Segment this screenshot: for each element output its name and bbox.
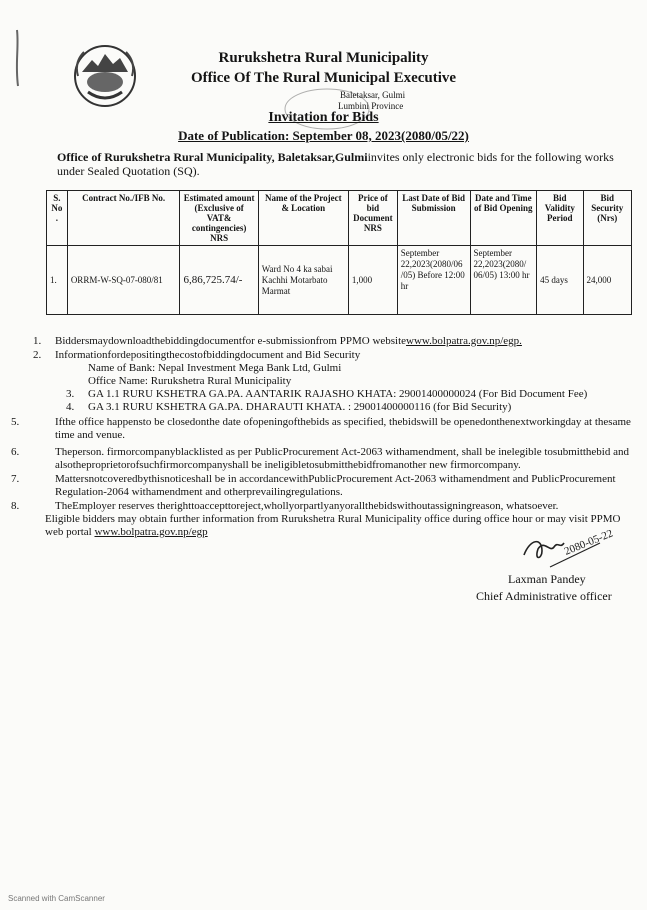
note-6 — [11, 446, 635, 472]
note-text: Informationfordepositingthecostofbiddingdocument and Bid Security — [55, 349, 361, 361]
note-number: 3. — [66, 388, 75, 400]
header-last-date: Last Date of Bid Submission — [397, 191, 470, 246]
note-7 — [11, 473, 635, 499]
bid-table — [46, 190, 632, 315]
note-number: 1. — [33, 335, 42, 347]
cell-opening-date: September 22,2023(2080/ 06/05) 13:00 hr — [470, 246, 537, 315]
closing-text: Eligible bidders may obtain further information from Rurukshetra Rural Municipality office during office hour or may visit PPMO web portal — [45, 513, 621, 538]
address-line-2: Lumbini Province — [338, 101, 404, 111]
office-name: Office Name: Rurukshetra Rural Municipality — [88, 375, 292, 387]
cell-contract-no: ORRM-W-SQ-07-080/81 — [67, 246, 180, 315]
note-text: GA 3.1 RURU KSHETRA GA.PA. DHARAUTI KHATA. : 29001400000116 (for Bid Security) — [88, 401, 512, 413]
intro-text: invites only electronic bids for the following works under Sealed Quotation (SQ). — [57, 150, 614, 178]
note-5 — [11, 416, 635, 442]
note-1 — [33, 335, 633, 348]
header-estimated-amount: Estimated amount (Exclusive of VAT& contingencies) NRS — [180, 191, 258, 246]
intro-paragraph — [57, 150, 627, 178]
header-bid-security: Bid Security (Nrs) — [583, 191, 631, 246]
note-text: GA 1.1 RURU KSHETRA GA.PA. AANTARIK RAJASHO KHATA: 29001400000024 (For Bid Document Fee) — [88, 388, 588, 400]
header-opening-date: Date and Time of Bid Opening — [470, 191, 537, 246]
scanner-footer: Scanned with CamScanner — [8, 894, 105, 903]
address-line-1: Baletaksar, Gulmi — [340, 90, 406, 100]
intro-office-name: Office of Rurukshetra Rural Municipality, Baletaksar,Gulmi — [57, 150, 368, 164]
header-project-name: Name of the Project & Location — [258, 191, 348, 246]
note-text: Theperson. firmorcompanyblacklisted as per PublicProcurement Act-2063 withamendment, shall be inelegible tosubmitthebid and alsotheproprietorofsuchfirmorcompanyshall be ineligibletosubmitthebidfromanother new firmorcompany. — [55, 446, 629, 471]
note-text: TheEmployer reserves therighttoaccepttoreject,whollyorpartlyanyorallthebidswithoutassigningreason, whatsoever. — [55, 500, 559, 512]
notice-title: Invitation for Bids — [268, 110, 379, 125]
note-3 — [66, 388, 636, 401]
office-title: Office Of The Rural Municipal Executive — [190, 70, 457, 86]
ppmo-link[interactable]: www.bolpatra.gov.np/egp. — [406, 335, 522, 347]
signature-date: 2080-05-22 — [562, 527, 615, 558]
note-number: 5. — [11, 416, 20, 428]
ppmo-web-portal-link[interactable]: www.bolpatra.gov.np/egp — [94, 526, 208, 538]
table-header-row — [47, 191, 632, 246]
cell-bid-doc-price: 1,000 — [348, 246, 397, 315]
cell-last-date: September 22,2023(2080/06 /05) Before 12:00 hr — [397, 246, 470, 315]
note-number: 2. — [33, 349, 42, 361]
cell-validity: 45 days — [537, 246, 583, 315]
note-number: 7. — [11, 473, 20, 485]
note-text: Biddersmaydownloadthebiddingdocumentfor e-submissionfrom PPMO website — [55, 335, 407, 347]
header-bid-doc-price: Price of bid Document NRS — [348, 191, 397, 246]
note-4 — [66, 401, 636, 414]
municipality-title: Rurukshetra Rural Municipality — [218, 50, 429, 66]
bank-name: Name of Bank: Nepal Investment Mega Bank Ltd, Gulmi — [88, 362, 342, 374]
header-validity: Bid Validity Period — [537, 191, 583, 246]
cell-estimated-amount: 6,86,725.74/- — [180, 246, 258, 315]
note-number: 8. — [11, 500, 20, 512]
signatory-name: Laxman Pandey — [508, 572, 586, 586]
signatory-title: Chief Administrative officer — [476, 589, 612, 603]
note-number: 4. — [66, 401, 75, 413]
cell-sno: 1. — [47, 246, 68, 315]
note-text: Mattersnotcoveredbythisnoticeshall be in accordancewithPublicProcurement Act-2063 withamendment and PublicProcurement Regulation-2064 withamendment and otherprevailingregulations. — [55, 473, 616, 498]
note-number: 6. — [11, 446, 20, 458]
header-sno: S. No . — [47, 191, 68, 246]
publication-date: Date of Publication: September 08, 2023(2080/05/22) — [178, 128, 469, 143]
header-contract-no: Contract No./IFB No. — [67, 191, 180, 246]
note-8 — [11, 500, 635, 513]
handwritten-signature-icon — [520, 525, 630, 575]
cell-bid-security: 24,000 — [583, 246, 631, 315]
note-2 — [33, 349, 633, 362]
note-text: Ifthe office happensto be closedonthe date ofopeningofthebids as specified, thebidswill be openedonthenextworkingday at thesame time and venue. — [55, 416, 631, 441]
table-row — [47, 246, 632, 315]
cell-project-name: Ward No 4 ka sabai Kachhi Motarbato Marmat — [258, 246, 348, 315]
